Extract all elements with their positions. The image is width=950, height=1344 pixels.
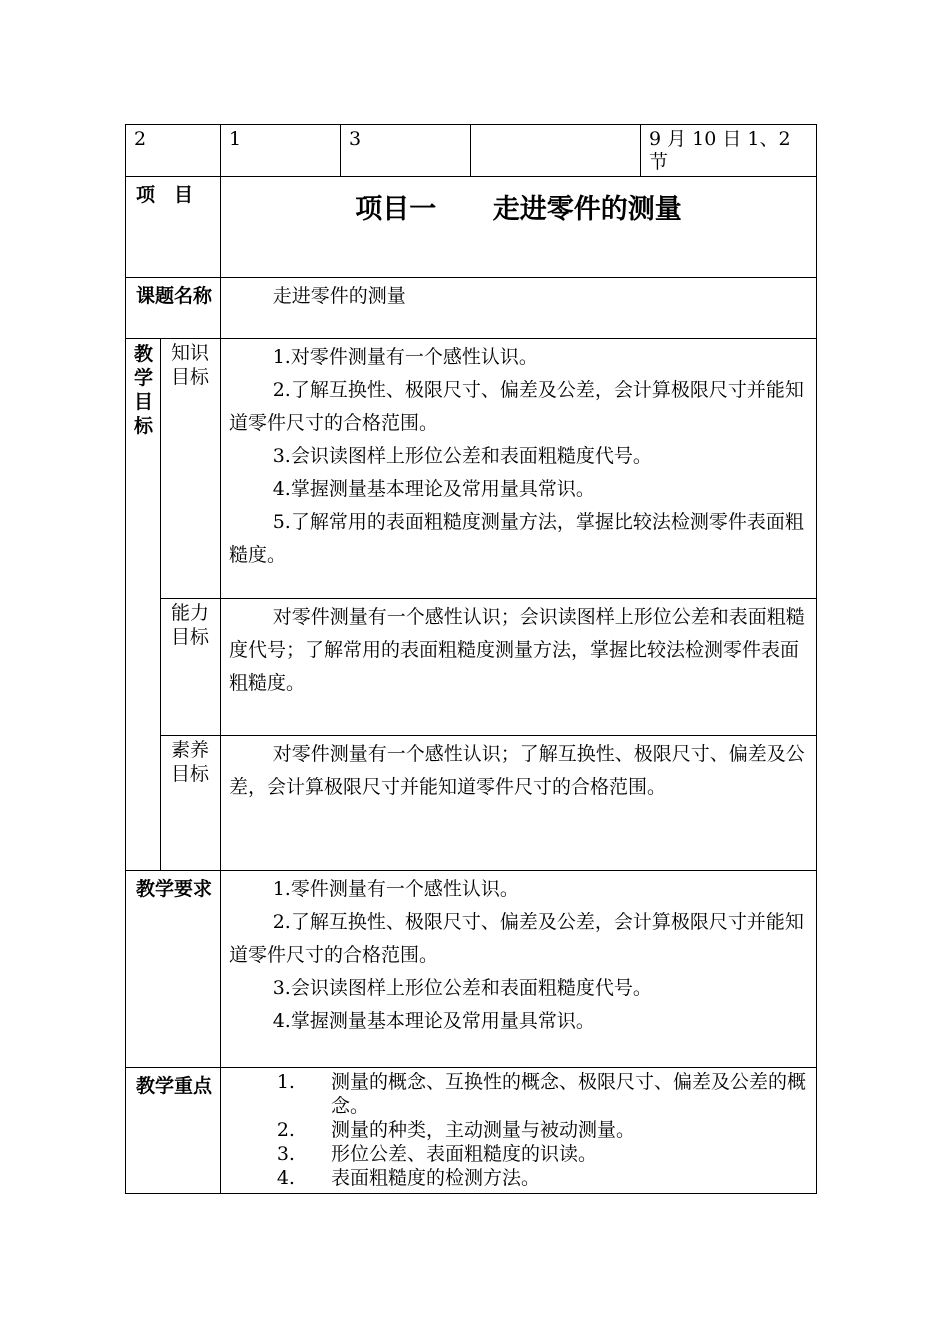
- topic-text: 走进零件的测量: [272, 285, 406, 307]
- topic-row: [126, 278, 817, 339]
- key-points-list: [221, 1070, 816, 1190]
- requirement-item: 2.了解互换性、极限尺寸、偏差及公差，会计算极限尺寸并能知道零件尺寸的合格范围。: [229, 911, 804, 966]
- knowledge-item: 5.了解常用的表面粗糙度测量方法，掌握比较法检测零件表面粗糙度。: [229, 511, 804, 566]
- literacy-text: 对零件测量有一个感性认识；了解互换性、极限尺寸、偏差及公差，会计算极限尺寸并能知道零件尺寸的合格范围。: [229, 743, 805, 798]
- header-cell-date: 9 月 10 日 1、2 节: [641, 125, 817, 177]
- requirements-content: [221, 871, 817, 1068]
- requirements-label: 教学要求: [126, 871, 221, 1068]
- project-title-number: 项目一: [355, 194, 437, 225]
- knowledge-item: 1.对零件测量有一个感性认识。: [272, 346, 538, 368]
- key-point-item: 4. 表面粗糙度的检测方法。: [301, 1166, 808, 1190]
- header-cell-4: [471, 125, 641, 177]
- key-points-row: [126, 1068, 817, 1194]
- project-row: [126, 177, 817, 278]
- requirement-item: 1.零件测量有一个感性认识。: [272, 878, 519, 900]
- literacy-label: 素养目标: [161, 736, 221, 871]
- ability-label: 能力目标: [161, 599, 221, 736]
- project-title: [221, 177, 817, 278]
- knowledge-row: [126, 339, 817, 599]
- knowledge-objectives: [221, 339, 817, 599]
- literacy-row: [126, 736, 817, 871]
- topic-label: 课题名称: [126, 278, 221, 339]
- project-label: 项 目: [126, 177, 221, 278]
- objectives-label: 教学目标: [126, 339, 161, 871]
- header-cell-2: 1: [221, 125, 341, 177]
- header-cell-3: 3: [341, 125, 471, 177]
- header-row: [126, 125, 817, 177]
- knowledge-label: 知识目标: [161, 339, 221, 599]
- literacy-objectives: [221, 736, 817, 871]
- knowledge-item: 4.掌握测量基本理论及常用量具常识。: [272, 478, 595, 500]
- requirement-item: 4.掌握测量基本理论及常用量具常识。: [272, 1010, 595, 1032]
- key-point-item: 2. 测量的种类，主动测量与被动测量。: [301, 1118, 808, 1142]
- topic-value: [221, 278, 817, 339]
- ability-objectives: [221, 599, 817, 736]
- lesson-plan-table: [125, 124, 817, 1194]
- ability-row: [126, 599, 817, 736]
- header-cell-1: 2: [126, 125, 221, 177]
- project-title-name: 走进零件的测量: [492, 194, 682, 225]
- key-points-content: [221, 1068, 817, 1194]
- key-point-item: 3. 形位公差、表面粗糙度的识读。: [301, 1142, 808, 1166]
- knowledge-item: 3.会识读图样上形位公差和表面粗糙度代号。: [272, 445, 652, 467]
- requirement-item: 3.会识读图样上形位公差和表面粗糙度代号。: [272, 977, 652, 999]
- key-point-item: 1. 测量的概念、互换性的概念、极限尺寸、偏差及公差的概念。: [301, 1070, 808, 1118]
- ability-text: 对零件测量有一个感性认识；会识读图样上形位公差和表面粗糙度代号；了解常用的表面粗糙度测量方法，掌握比较法检测零件表面粗糙度。: [229, 606, 805, 694]
- requirements-row: [126, 871, 817, 1068]
- key-points-label: 教学重点: [126, 1068, 221, 1194]
- knowledge-item: 2.了解互换性、极限尺寸、偏差及公差，会计算极限尺寸并能知道零件尺寸的合格范围。: [229, 379, 804, 434]
